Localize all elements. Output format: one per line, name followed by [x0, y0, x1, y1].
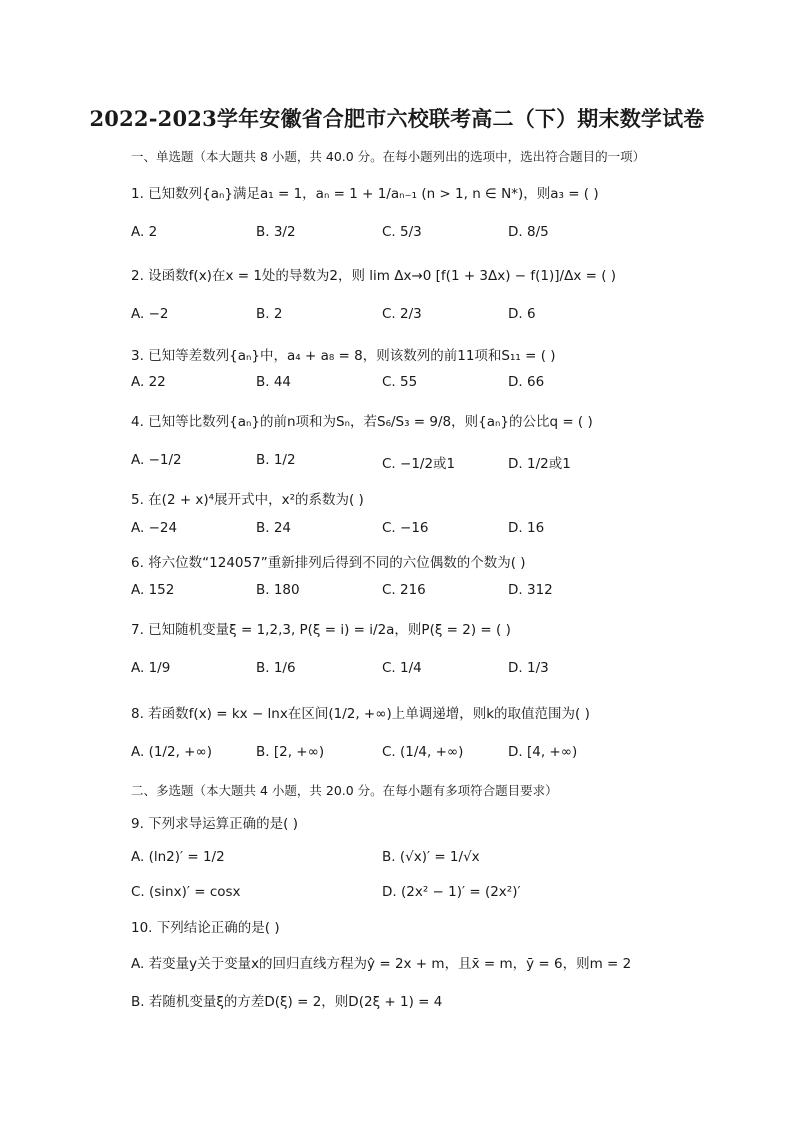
q8-option-d: D. [4, +∞) [508, 744, 578, 760]
q7-option-a: A. 1/9 [131, 660, 171, 676]
q1-option-a: A. 2 [131, 224, 158, 240]
q4-option-c: C. −1/2或1 [382, 456, 456, 472]
q3-option-b: B. 44 [256, 374, 292, 390]
question-3: 3. 已知等差数列{aₙ}中，a₄ + a₈ = 8，则该数列的前11项和S₁₁ = ( ) [131, 348, 556, 364]
q1-option-b: B. 3/2 [256, 224, 296, 240]
section-multiple-choice-header: 二、多选题（本大题共 4 小题，共 20.0 分。在每小题有多项符合题目要求） [131, 783, 558, 798]
q10-option-a: A. 若变量y关于变量x的回归直线方程为ŷ = 2x + m，且x̄ = m，ȳ = 6，则m = 2 [131, 956, 632, 972]
question-4: 4. 已知等比数列{aₙ}的前n项和为Sₙ，若S₆/S₃ = 9/8，则{aₙ}的公比q = ( ) [131, 414, 593, 430]
q9-option-a: A. (ln2)′ = 1/2 [131, 849, 225, 865]
q8-option-b: B. [2, +∞) [256, 744, 325, 760]
question-8: 8. 若函数f(x) = kx − lnx在区间(1/2, +∞)上单调递增，则k的取值范围为( ) [131, 706, 590, 722]
q4-option-a: A. −1/2 [131, 452, 182, 468]
q10-option-b: B. 若随机变量ξ的方差D(ξ) = 2，则D(2ξ + 1) = 4 [131, 994, 443, 1010]
question-6: 6. 将六位数“124057”重新排列后得到不同的六位偶数的个数为( ) [131, 555, 526, 571]
q5-option-c: C. −16 [382, 520, 429, 536]
question-5: 5. 在(2 + x)⁴展开式中，x²的系数为( ) [131, 492, 364, 508]
q1-option-d: D. 8/5 [508, 224, 549, 240]
q9-option-c: C. (sinx)′ = cosx [131, 884, 241, 900]
q8-option-a: A. (1/2, +∞) [131, 744, 212, 760]
q3-option-a: A. 22 [131, 374, 166, 390]
q5-option-a: A. −24 [131, 520, 178, 536]
q6-option-a: A. 152 [131, 582, 175, 598]
q5-option-d: D. 16 [508, 520, 545, 536]
question-7: 7. 已知随机变量ξ = 1,2,3, P(ξ = i) = i/2a，则P(ξ = 2) = ( ) [131, 622, 511, 638]
q6-option-c: C. 216 [382, 582, 426, 598]
exam-title: 2022-2023学年安徽省合肥市六校联考高二（下）期末数学试卷 [89, 106, 705, 131]
q9-option-d: D. (2x² − 1)′ = (2x²)′ [382, 884, 521, 900]
q7-option-c: C. 1/4 [382, 660, 422, 676]
q2-option-c: C. 2/3 [382, 306, 422, 322]
q1-option-c: C. 5/3 [382, 224, 422, 240]
q3-option-d: D. 66 [508, 374, 545, 390]
section-single-choice-header: 一、单选题（本大题共 8 小题，共 40.0 分。在每小题列出的选项中，选出符合题目的一项） [131, 149, 646, 164]
question-9: 9. 下列求导运算正确的是( ) [131, 816, 298, 832]
q2-option-d: D. 6 [508, 306, 536, 322]
q8-option-c: C. (1/4, +∞) [382, 744, 464, 760]
q6-option-b: B. 180 [256, 582, 300, 598]
q6-option-d: D. 312 [508, 582, 553, 598]
q3-option-c: C. 55 [382, 374, 418, 390]
q7-option-d: D. 1/3 [508, 660, 549, 676]
question-1: 1. 已知数列{aₙ}满足a₁ = 1，aₙ = 1 + 1/aₙ₋₁ (n > 1, n ∈ N*)，则a₃ = ( ) [131, 186, 599, 202]
q2-option-a: A. −2 [131, 306, 169, 322]
q2-option-b: B. 2 [256, 306, 283, 322]
question-2: 2. 设函数f(x)在x = 1处的导数为2，则 lim Δx→0 [f(1 + 3Δx) − f(1)]/Δx = ( ) [131, 268, 617, 284]
question-10: 10. 下列结论正确的是( ) [131, 920, 280, 936]
q4-option-d: D. 1/2或1 [508, 456, 571, 472]
q5-option-b: B. 24 [256, 520, 292, 536]
q4-option-b: B. 1/2 [256, 452, 296, 468]
q7-option-b: B. 1/6 [256, 660, 296, 676]
q9-option-b: B. (√x)′ = 1/√x [382, 849, 480, 865]
